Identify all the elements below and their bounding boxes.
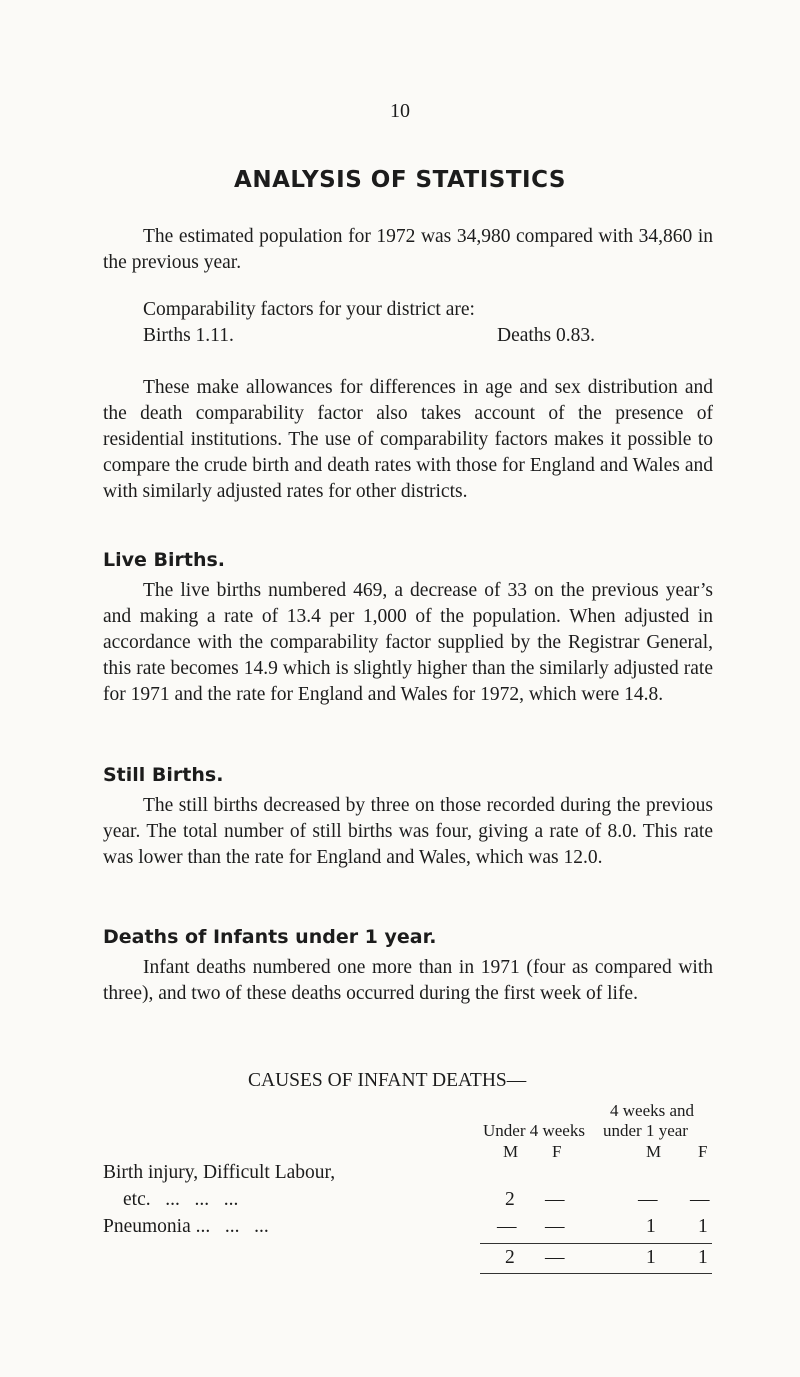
sex-header-o4-m: M <box>646 1142 662 1161</box>
group2-header-line2: under 1 year <box>603 1121 688 1140</box>
population-paragraph: The estimated population for 1972 was 34,980 compared with 34,860 in the previous year. <box>103 226 713 273</box>
totals-rule <box>480 1243 712 1244</box>
total-o4-f: 1 <box>698 1247 708 1268</box>
page-title: ANALYSIS OF STATISTICS <box>234 167 566 193</box>
live-births-heading: Live Births. <box>103 549 226 571</box>
row1-o4-m: — <box>638 1189 658 1210</box>
total-u4-m: 2 <box>505 1247 515 1268</box>
row1-o4-f: — <box>690 1189 710 1210</box>
infant-deaths-heading: Deaths of Infants under 1 year. <box>103 926 437 948</box>
infant-deaths-paragraph: Infant deaths numbered one more than in 1971 (four as compared with three), and two of these deaths occurred during the first week of life. <box>103 957 713 1004</box>
row1-cause-line1: Birth injury, Difficult Labour, <box>103 1162 336 1183</box>
births-factor: Births 1.11. <box>143 325 234 346</box>
sex-header-o4-f: F <box>698 1142 708 1161</box>
total-o4-m: 1 <box>646 1247 656 1268</box>
bottom-rule <box>480 1273 712 1274</box>
row2-o4-m: 1 <box>646 1216 656 1237</box>
comparability-label: Comparability factors for your district are: <box>143 299 475 320</box>
comparability-explanation: These make allowances for differences in age and sex distribution and the death comparability factor also takes account of the presence of residential institutions. The use of comparability factors makes it possible to compare the crude birth and death rates with those for England and Wales and with similarly adjusted rates for other districts. <box>103 377 713 502</box>
total-u4-f: — <box>545 1247 565 1268</box>
row1-u4-f: — <box>545 1189 565 1210</box>
deaths-factor: Deaths 0.83. <box>497 325 596 346</box>
sex-header-u4-m: M <box>503 1142 519 1161</box>
still-births-heading: Still Births. <box>103 764 224 786</box>
row2-u4-f: — <box>545 1216 565 1237</box>
group1-header: Under 4 weeks <box>483 1121 585 1140</box>
row2-o4-f: 1 <box>698 1216 708 1237</box>
still-births-paragraph: The still births decreased by three on those recorded during the previous year. The total number of still births was four, giving a rate of 8.0. This rate was lower than the rate for England and Wales, which was 12.0. <box>103 795 713 868</box>
causes-table-title: CAUSES OF INFANT DEATHS— <box>248 1070 527 1091</box>
page-number: 10 <box>390 100 410 122</box>
group2-header-line1: 4 weeks and <box>610 1101 695 1120</box>
sex-header-u4-f: F <box>552 1142 562 1161</box>
row1-u4-m: 2 <box>505 1189 515 1210</box>
live-births-paragraph: The live births numbered 469, a decrease of 33 on the previous year’s and making a rate of 13.4 per 1,000 of the population. When adjusted in accordance with the comparability factor supplied by the Registrar General, this rate becomes 14.9 which is slightly higher than the similarly adjusted rate for 1971 and the rate for England and Wales for 1972, which were 14.8. <box>103 580 713 705</box>
row2-cause: Pneumonia ... ... ... <box>103 1216 269 1237</box>
row1-cause-line2: etc. ... ... ... <box>123 1189 239 1210</box>
row2-u4-m: — <box>497 1216 517 1237</box>
